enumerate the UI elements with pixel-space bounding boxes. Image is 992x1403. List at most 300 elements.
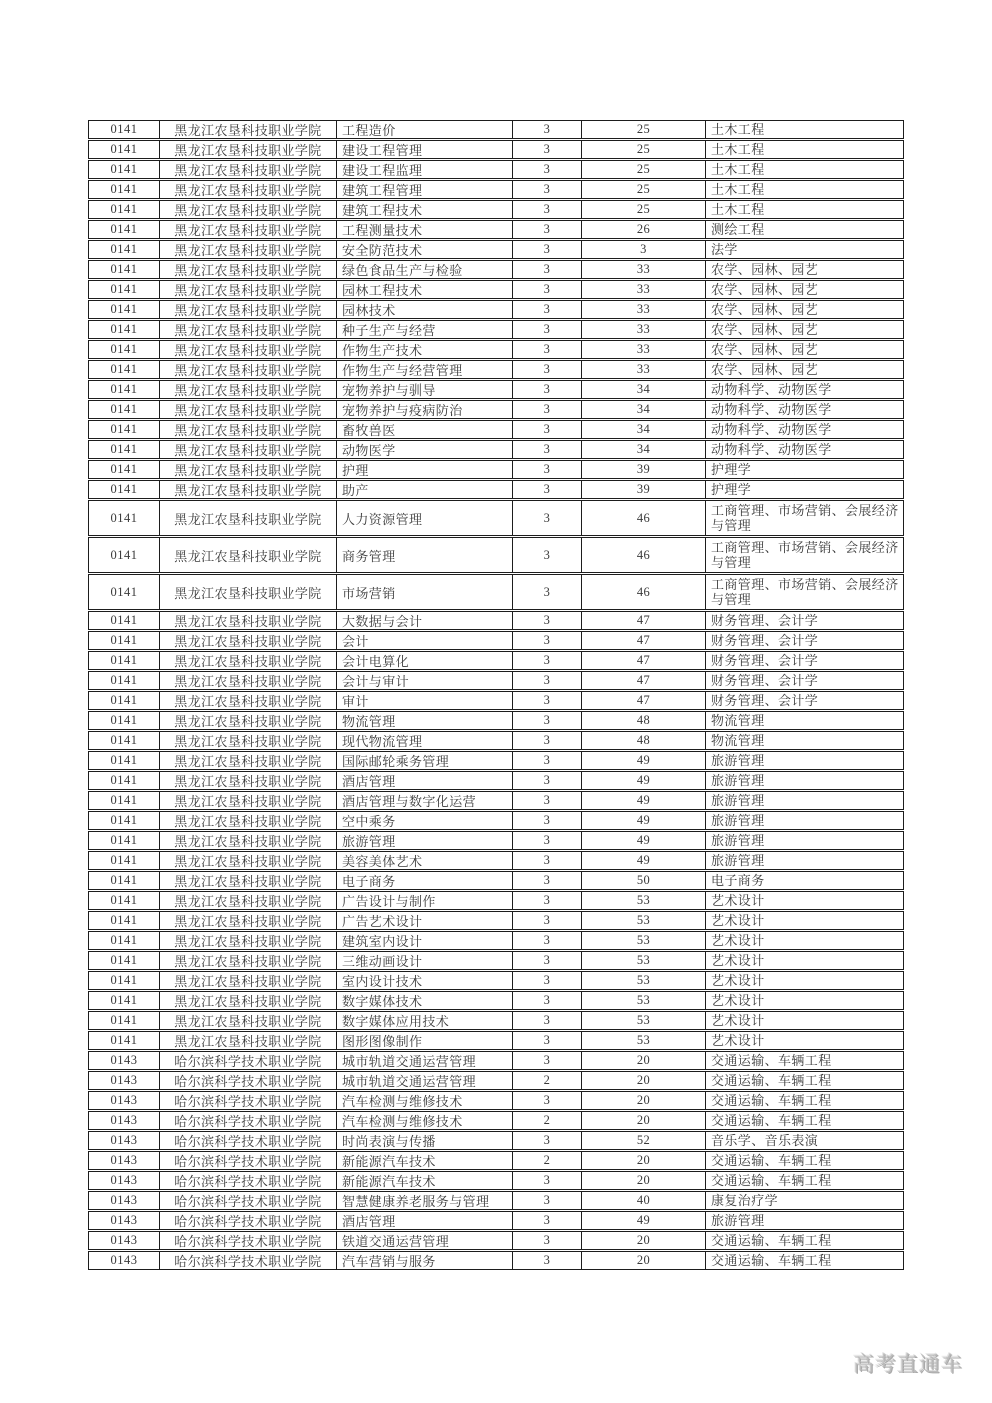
cell-major-name: 建设工程监理 — [336, 161, 512, 178]
table-row — [88, 1231, 904, 1250]
cell-college-code: 0143 — [110, 1173, 138, 1187]
cell-category-majors: 工商管理、市场营销、会展经济与管理 — [705, 575, 903, 609]
cell-major-name: 美容美体艺术 — [336, 852, 512, 869]
cell-category-code: 53 — [581, 992, 705, 1009]
cell-category-majors: 艺术设计 — [705, 1012, 903, 1029]
cell-college-code: 0141 — [110, 953, 138, 967]
cell-college-name: 黑龙江农垦科技职业学院 — [159, 672, 336, 689]
cell-category-code: 34 — [581, 421, 705, 438]
cell-category-majors: 农学、园林、园艺 — [705, 261, 903, 278]
cell-major-name: 三维动画设计 — [336, 952, 512, 969]
cell-category-majors: 交通运输、车辆工程 — [705, 1092, 903, 1109]
cell-category-code: 20 — [581, 1252, 705, 1269]
cell-category-majors: 艺术设计 — [705, 912, 903, 929]
cell-category-code: 47 — [581, 632, 705, 649]
cell-college-code: 0141 — [110, 362, 138, 376]
table-row — [88, 1031, 904, 1050]
cell-major-name: 工程测量技术 — [336, 221, 512, 238]
cell-major-name: 国际邮轮乘务管理 — [336, 752, 512, 769]
cell-study-length: 3 — [512, 1232, 581, 1249]
cell-college-code: 0141 — [110, 1013, 138, 1027]
cell-college-name: 黑龙江农垦科技职业学院 — [159, 692, 336, 709]
cell-category-code: 52 — [581, 1132, 705, 1149]
cell-category-majors: 工商管理、市场营销、会展经济与管理 — [705, 538, 903, 572]
cell-college-code: 0141 — [110, 462, 138, 476]
table-row — [88, 1071, 904, 1090]
cell-college-name: 黑龙江农垦科技职业学院 — [159, 361, 336, 378]
cell-college-name: 黑龙江农垦科技职业学院 — [159, 812, 336, 829]
cell-category-majors: 艺术设计 — [705, 932, 903, 949]
cell-college-name: 哈尔滨科学技术职业学院 — [159, 1192, 336, 1209]
cell-category-code: 53 — [581, 892, 705, 909]
cell-category-code: 48 — [581, 732, 705, 749]
cell-college-code: 0141 — [110, 162, 138, 176]
cell-study-length: 3 — [512, 812, 581, 829]
cell-study-length: 3 — [512, 141, 581, 158]
cell-major-name: 酒店管理 — [336, 1212, 512, 1229]
cell-college-name: 黑龙江农垦科技职业学院 — [159, 401, 336, 418]
cell-category-majors: 法学 — [705, 241, 903, 258]
cell-category-majors: 艺术设计 — [705, 972, 903, 989]
table-row — [88, 1191, 904, 1210]
cell-major-name: 数字媒体应用技术 — [336, 1012, 512, 1029]
cell-college-name: 黑龙江农垦科技职业学院 — [159, 792, 336, 809]
cell-college-code: 0141 — [110, 733, 138, 747]
cell-college-name: 黑龙江农垦科技职业学院 — [159, 538, 336, 572]
cell-college-code: 0141 — [110, 773, 138, 787]
table-row — [88, 851, 904, 870]
cell-category-code: 25 — [581, 181, 705, 198]
cell-study-length: 3 — [512, 381, 581, 398]
cell-category-code: 49 — [581, 772, 705, 789]
cell-college-name: 黑龙江农垦科技职业学院 — [159, 652, 336, 669]
cell-category-majors: 农学、园林、园艺 — [705, 341, 903, 358]
cell-college-code: 0141 — [110, 833, 138, 847]
cell-major-name: 大数据与会计 — [336, 612, 512, 629]
cell-college-name: 哈尔滨科学技术职业学院 — [159, 1112, 336, 1129]
cell-category-majors: 财务管理、会计学 — [705, 632, 903, 649]
cell-study-length: 3 — [512, 772, 581, 789]
table-row — [88, 1151, 904, 1170]
cell-college-name: 哈尔滨科学技术职业学院 — [159, 1132, 336, 1149]
cell-college-code: 0141 — [110, 422, 138, 436]
cell-category-code: 3 — [581, 241, 705, 258]
cell-study-length: 3 — [512, 732, 581, 749]
cell-category-majors: 艺术设计 — [705, 952, 903, 969]
cell-category-code: 25 — [581, 161, 705, 178]
cell-college-code: 0141 — [110, 633, 138, 647]
cell-study-length: 3 — [512, 872, 581, 889]
cell-major-name: 广告设计与制作 — [336, 892, 512, 909]
cell-study-length: 3 — [512, 1132, 581, 1149]
cell-major-name: 园林技术 — [336, 301, 512, 318]
cell-study-length: 3 — [512, 852, 581, 869]
cell-category-code: 33 — [581, 341, 705, 358]
cell-category-majors: 测绘工程 — [705, 221, 903, 238]
cell-category-code: 39 — [581, 481, 705, 498]
cell-college-name: 黑龙江农垦科技职业学院 — [159, 281, 336, 298]
cell-study-length: 3 — [512, 912, 581, 929]
cell-college-code: 0141 — [110, 933, 138, 947]
cell-study-length: 3 — [512, 1052, 581, 1069]
cell-college-code: 0141 — [110, 442, 138, 456]
cell-category-majors: 艺术设计 — [705, 1032, 903, 1049]
cell-category-majors: 护理学 — [705, 481, 903, 498]
cell-college-code: 0141 — [110, 222, 138, 236]
cell-college-name: 黑龙江农垦科技职业学院 — [159, 1032, 336, 1049]
cell-category-majors: 护理学 — [705, 461, 903, 478]
cell-category-code: 40 — [581, 1192, 705, 1209]
cell-category-majors: 交通运输、车辆工程 — [705, 1232, 903, 1249]
cell-college-name: 黑龙江农垦科技职业学院 — [159, 241, 336, 258]
cell-category-majors: 艺术设计 — [705, 992, 903, 1009]
cell-college-code: 0141 — [110, 873, 138, 887]
table-row — [88, 537, 904, 573]
table-row — [88, 1111, 904, 1130]
cell-college-code: 0143 — [110, 1213, 138, 1227]
cell-college-name: 黑龙江农垦科技职业学院 — [159, 992, 336, 1009]
cell-category-majors: 交通运输、车辆工程 — [705, 1072, 903, 1089]
cell-study-length: 3 — [512, 181, 581, 198]
cell-study-length: 3 — [512, 712, 581, 729]
cell-category-majors: 动物科学、动物医学 — [705, 441, 903, 458]
cell-category-majors: 旅游管理 — [705, 1212, 903, 1229]
cell-study-length: 3 — [512, 461, 581, 478]
cell-major-name: 建设工程管理 — [336, 141, 512, 158]
cell-major-name: 旅游管理 — [336, 832, 512, 849]
cell-college-code: 0141 — [110, 242, 138, 256]
table-row — [88, 671, 904, 690]
cell-college-code: 0141 — [110, 813, 138, 827]
table-row — [88, 871, 904, 890]
cell-college-code: 0141 — [110, 793, 138, 807]
cell-study-length: 3 — [512, 538, 581, 572]
cell-major-name: 汽车营销与服务 — [336, 1252, 512, 1269]
table-row — [88, 751, 904, 770]
cell-study-length: 3 — [512, 932, 581, 949]
cell-college-name: 黑龙江农垦科技职业学院 — [159, 952, 336, 969]
cell-college-code: 0143 — [110, 1133, 138, 1147]
cell-college-name: 哈尔滨科学技术职业学院 — [159, 1212, 336, 1229]
cell-category-majors: 工商管理、市场营销、会展经济与管理 — [705, 501, 903, 535]
table-row — [88, 420, 904, 439]
cell-category-code: 20 — [581, 1152, 705, 1169]
cell-college-name: 哈尔滨科学技术职业学院 — [159, 1232, 336, 1249]
cell-major-name: 人力资源管理 — [336, 501, 512, 535]
table-row — [88, 711, 904, 730]
cell-college-name: 黑龙江农垦科技职业学院 — [159, 181, 336, 198]
cell-study-length: 3 — [512, 1212, 581, 1229]
cell-category-code: 47 — [581, 652, 705, 669]
cell-category-code: 47 — [581, 672, 705, 689]
cell-study-length: 3 — [512, 121, 581, 138]
cell-category-majors: 旅游管理 — [705, 832, 903, 849]
cell-study-length: 3 — [512, 892, 581, 909]
cell-college-code: 0141 — [110, 510, 138, 525]
table-row — [88, 1051, 904, 1070]
cell-category-majors: 土木工程 — [705, 121, 903, 138]
cell-major-name: 作物生产与经营管理 — [336, 361, 512, 378]
cell-college-code: 0141 — [110, 122, 138, 136]
table-row — [88, 260, 904, 279]
cell-category-code: 34 — [581, 401, 705, 418]
cell-category-code: 48 — [581, 712, 705, 729]
table-row — [88, 220, 904, 239]
cell-category-code: 33 — [581, 301, 705, 318]
cell-category-code: 49 — [581, 832, 705, 849]
cell-major-name: 助产 — [336, 481, 512, 498]
table-row — [88, 971, 904, 990]
table-row — [88, 160, 904, 179]
cell-college-code: 0143 — [110, 1253, 138, 1267]
cell-study-length: 3 — [512, 441, 581, 458]
cell-category-code: 53 — [581, 912, 705, 929]
cell-study-length: 3 — [512, 1172, 581, 1189]
cell-study-length: 3 — [512, 421, 581, 438]
table-row — [88, 240, 904, 259]
table-row — [88, 320, 904, 339]
table-row — [88, 380, 904, 399]
table-row — [88, 931, 904, 950]
cell-category-code: 20 — [581, 1172, 705, 1189]
cell-study-length: 3 — [512, 972, 581, 989]
cell-college-code: 0143 — [110, 1113, 138, 1127]
cell-college-code: 0143 — [110, 1093, 138, 1107]
cell-major-name: 现代物流管理 — [336, 732, 512, 749]
cell-study-length: 3 — [512, 201, 581, 218]
cell-category-majors: 旅游管理 — [705, 752, 903, 769]
cell-category-code: 53 — [581, 932, 705, 949]
cell-category-code: 33 — [581, 321, 705, 338]
cell-college-name: 黑龙江农垦科技职业学院 — [159, 892, 336, 909]
cell-college-name: 黑龙江农垦科技职业学院 — [159, 575, 336, 609]
cell-major-name: 商务管理 — [336, 538, 512, 572]
table-row — [88, 440, 904, 459]
cell-major-name: 酒店管理 — [336, 772, 512, 789]
table-row — [88, 480, 904, 499]
cell-major-name: 会计 — [336, 632, 512, 649]
cell-category-majors: 土木工程 — [705, 141, 903, 158]
cell-category-majors: 动物科学、动物医学 — [705, 381, 903, 398]
cell-college-name: 黑龙江农垦科技职业学院 — [159, 481, 336, 498]
cell-college-name: 黑龙江农垦科技职业学院 — [159, 772, 336, 789]
cell-college-code: 0143 — [110, 1193, 138, 1207]
cell-college-code: 0141 — [110, 993, 138, 1007]
cell-category-code: 33 — [581, 361, 705, 378]
cell-college-name: 黑龙江农垦科技职业学院 — [159, 161, 336, 178]
cell-study-length: 3 — [512, 992, 581, 1009]
cell-category-code: 34 — [581, 441, 705, 458]
table-row — [88, 791, 904, 810]
cell-major-name: 图形图像制作 — [336, 1032, 512, 1049]
cell-major-name: 建筑室内设计 — [336, 932, 512, 949]
cell-category-majors: 物流管理 — [705, 732, 903, 749]
cell-college-name: 黑龙江农垦科技职业学院 — [159, 121, 336, 138]
table-row — [88, 120, 904, 139]
cell-college-name: 黑龙江农垦科技职业学院 — [159, 612, 336, 629]
cell-college-code: 0141 — [110, 547, 138, 562]
cell-college-name: 黑龙江农垦科技职业学院 — [159, 221, 336, 238]
cell-major-name: 数字媒体技术 — [336, 992, 512, 1009]
table-row — [88, 340, 904, 359]
cell-college-code: 0141 — [110, 142, 138, 156]
cell-major-name: 绿色食品生产与检验 — [336, 261, 512, 278]
cell-category-majors: 农学、园林、园艺 — [705, 361, 903, 378]
cell-category-code: 49 — [581, 812, 705, 829]
cell-category-majors: 交通运输、车辆工程 — [705, 1252, 903, 1269]
table-row — [88, 1011, 904, 1030]
cell-category-majors: 动物科学、动物医学 — [705, 401, 903, 418]
cell-category-majors: 交通运输、车辆工程 — [705, 1152, 903, 1169]
cell-category-majors: 电子商务 — [705, 872, 903, 889]
cell-college-code: 0141 — [110, 893, 138, 907]
cell-category-code: 53 — [581, 952, 705, 969]
cell-college-code: 0141 — [110, 713, 138, 727]
cell-category-majors: 物流管理 — [705, 712, 903, 729]
cell-study-length: 3 — [512, 281, 581, 298]
cell-category-code: 34 — [581, 381, 705, 398]
cell-category-code: 49 — [581, 792, 705, 809]
cell-study-length: 3 — [512, 401, 581, 418]
cell-major-name: 工程造价 — [336, 121, 512, 138]
table-row — [88, 300, 904, 319]
cell-study-length: 3 — [512, 1012, 581, 1029]
cell-college-name: 黑龙江农垦科技职业学院 — [159, 632, 336, 649]
cell-college-code: 0143 — [110, 1233, 138, 1247]
cell-category-majors: 农学、园林、园艺 — [705, 281, 903, 298]
cell-college-code: 0141 — [110, 753, 138, 767]
cell-category-majors: 旅游管理 — [705, 812, 903, 829]
table-row — [88, 360, 904, 379]
cell-category-majors: 农学、园林、园艺 — [705, 301, 903, 318]
cell-study-length: 3 — [512, 1192, 581, 1209]
cell-category-code: 20 — [581, 1052, 705, 1069]
cell-category-majors: 交通运输、车辆工程 — [705, 1112, 903, 1129]
cell-college-name: 黑龙江农垦科技职业学院 — [159, 381, 336, 398]
cell-major-name: 电子商务 — [336, 872, 512, 889]
cell-category-code: 49 — [581, 1212, 705, 1229]
cell-college-name: 黑龙江农垦科技职业学院 — [159, 261, 336, 278]
cell-category-code: 46 — [581, 538, 705, 572]
cell-major-name: 城市轨道交通运营管理 — [336, 1072, 512, 1089]
cell-college-code: 0141 — [110, 584, 138, 599]
cell-study-length: 3 — [512, 481, 581, 498]
cell-major-name: 铁道交通运营管理 — [336, 1232, 512, 1249]
cell-category-code: 25 — [581, 121, 705, 138]
table-row — [88, 651, 904, 670]
cell-college-name: 哈尔滨科学技术职业学院 — [159, 1052, 336, 1069]
cell-study-length: 3 — [512, 1032, 581, 1049]
cell-category-code: 47 — [581, 612, 705, 629]
cell-college-name: 黑龙江农垦科技职业学院 — [159, 872, 336, 889]
cell-college-code: 0141 — [110, 402, 138, 416]
table-row — [88, 611, 904, 630]
cell-study-length: 3 — [512, 341, 581, 358]
cell-college-code: 0143 — [110, 1053, 138, 1067]
cell-major-name: 动物医学 — [336, 441, 512, 458]
cell-major-name: 会计与审计 — [336, 672, 512, 689]
cell-study-length: 3 — [512, 832, 581, 849]
cell-major-name: 酒店管理与数字化运营 — [336, 792, 512, 809]
cell-study-length: 3 — [512, 1252, 581, 1269]
cell-college-name: 黑龙江农垦科技职业学院 — [159, 341, 336, 358]
cell-college-name: 黑龙江农垦科技职业学院 — [159, 1012, 336, 1029]
table-row — [88, 1251, 904, 1270]
cell-major-name: 新能源汽车技术 — [336, 1152, 512, 1169]
cell-college-name: 哈尔滨科学技术职业学院 — [159, 1172, 336, 1189]
cell-major-name: 汽车检测与维修技术 — [336, 1112, 512, 1129]
cell-college-code: 0141 — [110, 613, 138, 627]
cell-category-majors: 财务管理、会计学 — [705, 692, 903, 709]
cell-major-name: 空中乘务 — [336, 812, 512, 829]
cell-study-length: 3 — [512, 501, 581, 535]
cell-major-name: 安全防范技术 — [336, 241, 512, 258]
admissions-table — [88, 120, 904, 1271]
table-row — [88, 891, 904, 910]
cell-college-name: 黑龙江农垦科技职业学院 — [159, 441, 336, 458]
cell-college-code: 0143 — [110, 1073, 138, 1087]
cell-college-code: 0141 — [110, 342, 138, 356]
cell-college-name: 黑龙江农垦科技职业学院 — [159, 301, 336, 318]
cell-study-length: 3 — [512, 221, 581, 238]
cell-category-majors: 财务管理、会计学 — [705, 672, 903, 689]
cell-college-code: 0141 — [110, 482, 138, 496]
cell-college-code: 0141 — [110, 913, 138, 927]
cell-major-name: 园林工程技术 — [336, 281, 512, 298]
cell-category-code: 25 — [581, 141, 705, 158]
cell-category-code: 20 — [581, 1232, 705, 1249]
cell-category-code: 50 — [581, 872, 705, 889]
cell-college-code: 0141 — [110, 282, 138, 296]
cell-major-name: 建筑工程技术 — [336, 201, 512, 218]
table-row — [88, 500, 904, 536]
table-row — [88, 1091, 904, 1110]
cell-college-code: 0141 — [110, 853, 138, 867]
cell-college-name: 黑龙江农垦科技职业学院 — [159, 932, 336, 949]
table-row — [88, 991, 904, 1010]
cell-college-code: 0141 — [110, 1033, 138, 1047]
cell-category-code: 33 — [581, 261, 705, 278]
table-row — [88, 631, 904, 650]
cell-category-code: 49 — [581, 752, 705, 769]
cell-study-length: 3 — [512, 632, 581, 649]
cell-college-name: 黑龙江农垦科技职业学院 — [159, 201, 336, 218]
cell-college-code: 0141 — [110, 322, 138, 336]
cell-study-length: 3 — [512, 752, 581, 769]
cell-study-length: 3 — [512, 575, 581, 609]
cell-college-name: 哈尔滨科学技术职业学院 — [159, 1092, 336, 1109]
cell-category-majors: 交通运输、车辆工程 — [705, 1172, 903, 1189]
cell-category-majors: 交通运输、车辆工程 — [705, 1052, 903, 1069]
cell-college-name: 黑龙江农垦科技职业学院 — [159, 852, 336, 869]
cell-study-length: 3 — [512, 672, 581, 689]
cell-study-length: 3 — [512, 261, 581, 278]
cell-category-majors: 旅游管理 — [705, 792, 903, 809]
cell-major-name: 市场营销 — [336, 575, 512, 609]
cell-study-length: 3 — [512, 241, 581, 258]
cell-college-code: 0141 — [110, 382, 138, 396]
cell-category-code: 39 — [581, 461, 705, 478]
cell-study-length: 3 — [512, 612, 581, 629]
table-row — [88, 180, 904, 199]
cell-category-code: 49 — [581, 852, 705, 869]
cell-category-code: 33 — [581, 281, 705, 298]
cell-college-name: 黑龙江农垦科技职业学院 — [159, 421, 336, 438]
cell-college-code: 0141 — [110, 673, 138, 687]
cell-category-code: 47 — [581, 692, 705, 709]
table-row — [88, 771, 904, 790]
cell-category-code: 46 — [581, 501, 705, 535]
